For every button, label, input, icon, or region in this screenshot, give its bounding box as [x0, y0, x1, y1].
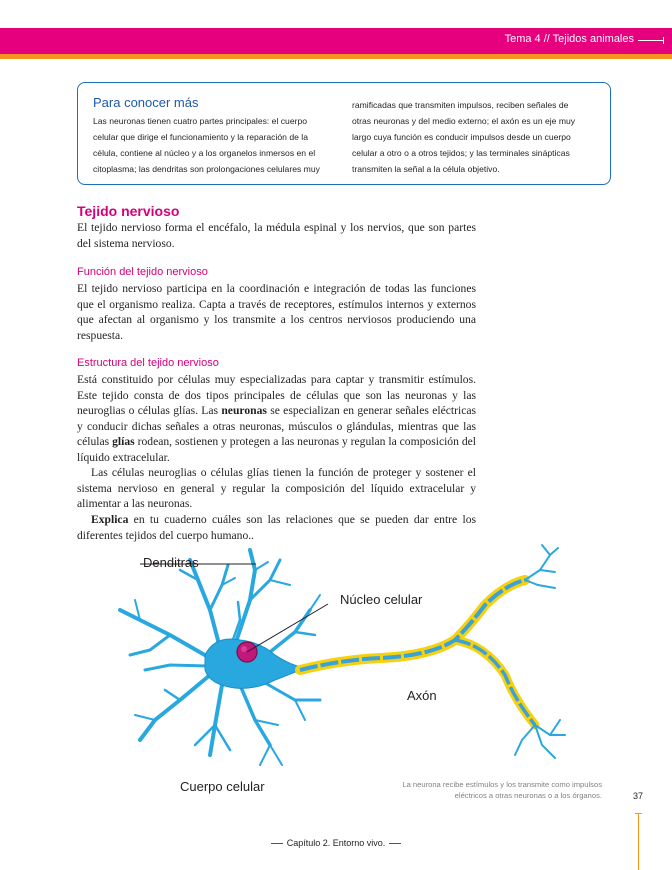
- info-box-line: largo cuya función es conducir impulsos desde un cuerpo: [352, 132, 571, 142]
- activity-keyword: Explica: [91, 513, 129, 526]
- text-span: Está constituido por células muy especializadas para captar y transmitir estímulos. Este tejido consta de dos tipos principales de células que son las neuronas y las neuroglias o células glías. Las: [77, 373, 476, 418]
- cell-body-label: Cuerpo celular: [180, 779, 265, 794]
- info-box-line: ramificadas que transmiten impulsos, reciben señales de: [352, 100, 569, 110]
- info-box-line: celular a otro o a otros tejidos; y las terminales sinápticas: [352, 148, 570, 158]
- text-span: se especializan en generar señales eléctricas y conducir dichas señales a otras neuronas, músculos o glándulas, mientras que las células: [77, 404, 476, 449]
- info-box: [77, 82, 611, 185]
- nucleus-pointer: [247, 604, 328, 652]
- activity-paragraph: [77, 512, 476, 543]
- info-box-column-2: [352, 97, 602, 177]
- keyword-glias: glías: [112, 435, 135, 449]
- info-box-line: otras neuronas y del medio externo; el axón es un eje muy: [352, 116, 576, 126]
- caption-line: La neurona recibe estímulos y los transmite como impulsos: [402, 780, 602, 789]
- topic-label: Tema 4 // Tejidos animales: [504, 33, 634, 45]
- section-title: Tejido nervioso: [77, 203, 180, 219]
- info-box-title: Para conocer más: [93, 95, 199, 110]
- nucleus-label: Núcleo celular: [340, 592, 423, 607]
- dendrites-label: Denditras: [143, 555, 199, 570]
- footer-line-decoration: [389, 843, 401, 844]
- intro-paragraph: El tejido nervioso forma el encéfalo, la médula espinal y los nervios, que son partes del sistema nervioso.: [77, 221, 476, 250]
- info-box-line: transmiten la señal a la célula objetivo.: [352, 164, 500, 174]
- neuron-illustration: [110, 540, 580, 800]
- header-bar: [0, 28, 672, 54]
- info-box-line: Las neuronas tienen cuatro partes principales: el cuerpo: [93, 116, 308, 126]
- text-span: rodean, sostienen y protegen a las neuronas y regulan la composición del líquido extracelular.: [77, 435, 476, 464]
- text-span: en tu cuaderno cuáles son las relaciones que se pueden dar entre los diferentes tejidos del cuerpo humano..: [77, 513, 476, 542]
- header-stripe: [0, 54, 672, 59]
- footer-line-decoration: [271, 843, 283, 844]
- info-box-line: célula, contiene al núcleo y a los organelos inmersos en el: [93, 148, 316, 158]
- footer: [0, 838, 672, 848]
- function-paragraph: El tejido nervioso participa en la coordinación e integración de todas las funciones que el organismo realiza. Capta a través de receptores, estímulos internos y externos que afectan al organismo y los transmite a los centros nerviosos produciendo una respuesta.: [77, 282, 476, 342]
- axon-label: Axón: [407, 688, 437, 703]
- structure-paragraph-1: [77, 372, 476, 466]
- figure-caption: [340, 779, 602, 801]
- structure-paragraph-2: Las células neuroglias o células glías tienen la función de proteger y sostener el sistema nervioso en general y regular la composición del líquido extracelular y alimentar a las neuronas.: [77, 466, 476, 511]
- caption-line: eléctricos a otras neuronas o a los órganos.: [454, 791, 602, 800]
- footer-chapter: Capítulo 2.: [286, 838, 331, 848]
- info-box-line: citoplasma; las dendritas son prolongaciones celulares muy: [93, 164, 320, 174]
- keyword-neuronas: neuronas: [221, 404, 267, 418]
- function-heading: Función del tejido nervioso: [77, 266, 208, 278]
- info-box-column-1: [93, 113, 341, 177]
- info-box-line: celular que dirige el funcionamiento y la reparación de la: [93, 132, 308, 142]
- page-number: 37: [633, 791, 644, 801]
- footer-title: Entorno vivo.: [332, 838, 386, 848]
- structure-heading: Estructura del tejido nervioso: [77, 357, 219, 369]
- header-line-decoration: [638, 40, 664, 41]
